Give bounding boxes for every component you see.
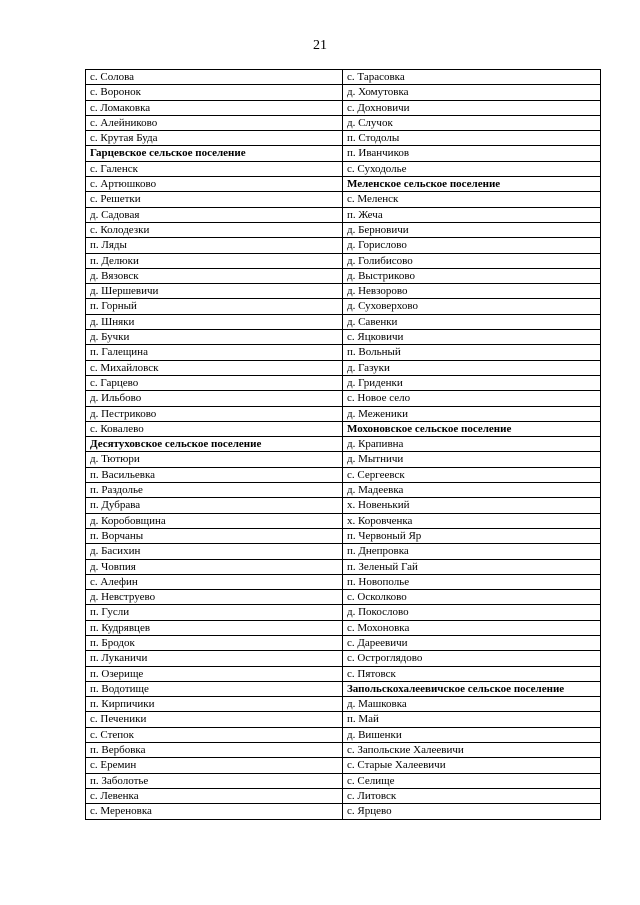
settlement-cell: х. Новенький	[343, 498, 601, 513]
settlement-cell: с. Алейниково	[86, 115, 343, 130]
settlement-cell: с. Литовск	[343, 788, 601, 803]
settlement-cell: с. Степок	[86, 727, 343, 742]
settlement-cell: с. Гарцево	[86, 375, 343, 390]
table-row	[86, 528, 601, 543]
settlement-cell: с. Остроглядово	[343, 651, 601, 666]
table-row	[86, 131, 601, 146]
settlement-cell: д. Басихин	[86, 544, 343, 559]
table-row	[86, 100, 601, 115]
table-row	[86, 758, 601, 773]
settlement-cell: с. Алефин	[86, 574, 343, 589]
settlement-cell: д. Меженики	[343, 406, 601, 421]
table-row	[86, 299, 601, 314]
settlement-cell: с. Тарасовка	[343, 70, 601, 85]
settlement-cell: д. Тютюри	[86, 452, 343, 467]
table-row	[86, 207, 601, 222]
settlement-cell: с. Старые Халеевичи	[343, 758, 601, 773]
settlement-cell: д. Садовая	[86, 207, 343, 222]
settlement-cell: п. Гусли	[86, 605, 343, 620]
settlement-cell: п. Делюки	[86, 253, 343, 268]
settlement-cell: д. Случок	[343, 115, 601, 130]
settlement-cell: д. Мытничи	[343, 452, 601, 467]
table-row	[86, 268, 601, 283]
table-row	[86, 161, 601, 176]
settlement-cell: д. Ильбово	[86, 391, 343, 406]
table-row	[86, 513, 601, 528]
settlement-cell: с. Селище	[343, 773, 601, 788]
settlements-table-body	[86, 70, 601, 820]
settlement-cell: п. Раздолье	[86, 483, 343, 498]
settlement-cell: п. Заболотье	[86, 773, 343, 788]
settlement-cell: д. Бучки	[86, 330, 343, 345]
table-row	[86, 681, 601, 696]
table-row	[86, 743, 601, 758]
settlement-cell: д. Шершевичи	[86, 284, 343, 299]
settlement-cell: д. Мадеевка	[343, 483, 601, 498]
settlement-cell: д. Невзорово	[343, 284, 601, 299]
settlement-cell: с. Ярцево	[343, 804, 601, 819]
settlement-cell: с. Дохновичи	[343, 100, 601, 115]
settlement-cell: д. Суховерхово	[343, 299, 601, 314]
settlement-cell: д. Берновичи	[343, 222, 601, 237]
settlement-cell: д. Покослово	[343, 605, 601, 620]
settlement-cell: п. Иванчиков	[343, 146, 601, 161]
table-row	[86, 773, 601, 788]
settlement-cell: п. Днепровка	[343, 544, 601, 559]
settlement-cell: д. Вязовск	[86, 268, 343, 283]
settlement-cell: п. Кирпичики	[86, 697, 343, 712]
settlement-cell: с. Яцковичи	[343, 330, 601, 345]
settlement-cell: п. Стодолы	[343, 131, 601, 146]
settlement-group-heading: Гарцевское сельское поселение	[86, 146, 343, 161]
settlement-group-heading: Меленское сельское поселение	[343, 177, 601, 192]
settlement-cell: д. Машковка	[343, 697, 601, 712]
settlement-cell: п. Червоный Яр	[343, 528, 601, 543]
settlement-cell: с. Суходолье	[343, 161, 601, 176]
page-number: 21	[313, 38, 327, 53]
table-row	[86, 697, 601, 712]
settlement-cell: д. Човпия	[86, 559, 343, 574]
settlement-cell: д. Хомутовка	[343, 85, 601, 100]
table-row	[86, 620, 601, 635]
settlement-cell: п. Май	[343, 712, 601, 727]
table-row	[86, 498, 601, 513]
settlement-cell: с. Михайловск	[86, 360, 343, 375]
table-row	[86, 253, 601, 268]
settlement-cell: п. Кудрявцев	[86, 620, 343, 635]
settlement-cell: с. Дареевичи	[343, 635, 601, 650]
table-row	[86, 590, 601, 605]
settlement-cell: с. Запольские Халеевичи	[343, 743, 601, 758]
table-row	[86, 483, 601, 498]
table-row	[86, 804, 601, 819]
settlement-cell: с. Ковалево	[86, 421, 343, 436]
settlement-cell: с. Колодезки	[86, 222, 343, 237]
settlement-cell: п. Ляды	[86, 238, 343, 253]
settlement-cell: п. Васильевка	[86, 467, 343, 482]
table-row	[86, 238, 601, 253]
settlement-cell: д. Савенки	[343, 314, 601, 329]
settlement-cell: с. Воронок	[86, 85, 343, 100]
table-row	[86, 452, 601, 467]
table-row	[86, 437, 601, 452]
settlement-cell: с. Решетки	[86, 192, 343, 207]
settlement-cell: п. Зеленый Гай	[343, 559, 601, 574]
settlement-cell: с. Левенка	[86, 788, 343, 803]
table-row	[86, 712, 601, 727]
table-row	[86, 314, 601, 329]
settlement-cell: с. Ломаковка	[86, 100, 343, 115]
settlement-cell: с. Сергеевск	[343, 467, 601, 482]
table-row	[86, 146, 601, 161]
settlement-cell: п. Горный	[86, 299, 343, 314]
settlement-cell: д. Гриденки	[343, 375, 601, 390]
table-row	[86, 574, 601, 589]
table-row	[86, 391, 601, 406]
settlement-cell: д. Пестриково	[86, 406, 343, 421]
settlement-group-heading: Запольскохалеевичское сельское поселение	[343, 681, 601, 696]
settlement-cell: п. Новополье	[343, 574, 601, 589]
settlement-cell: п. Вольный	[343, 345, 601, 360]
settlement-cell: д. Невструево	[86, 590, 343, 605]
settlement-cell: п. Бродок	[86, 635, 343, 650]
settlement-cell: д. Горислово	[343, 238, 601, 253]
table-row	[86, 375, 601, 390]
table-row	[86, 115, 601, 130]
settlement-cell: с. Еремин	[86, 758, 343, 773]
settlement-cell: с. Солова	[86, 70, 343, 85]
table-row	[86, 559, 601, 574]
settlement-cell: с. Крутая Буда	[86, 131, 343, 146]
settlement-cell: с. Артюшково	[86, 177, 343, 192]
settlement-group-heading: Мохоновское сельское поселение	[343, 421, 601, 436]
settlement-cell: п. Ворчаны	[86, 528, 343, 543]
table-row	[86, 727, 601, 742]
settlement-cell: д. Голибисово	[343, 253, 601, 268]
settlement-cell: п. Вербовка	[86, 743, 343, 758]
settlement-cell: с. Мохоновка	[343, 620, 601, 635]
table-row	[86, 651, 601, 666]
settlement-cell: с. Мереновка	[86, 804, 343, 819]
table-row	[86, 788, 601, 803]
table-row	[86, 330, 601, 345]
settlement-cell: д. Шняки	[86, 314, 343, 329]
table-row	[86, 406, 601, 421]
table-row	[86, 544, 601, 559]
settlement-cell: п. Жеча	[343, 207, 601, 222]
table-row	[86, 635, 601, 650]
settlement-group-heading: Десятуховское сельское поселение	[86, 437, 343, 452]
table-row	[86, 222, 601, 237]
settlement-cell: с. Пятовск	[343, 666, 601, 681]
settlement-cell: с. Печеники	[86, 712, 343, 727]
settlement-cell: д. Вишенки	[343, 727, 601, 742]
settlement-cell: п. Озерище	[86, 666, 343, 681]
settlement-cell: х. Коровченка	[343, 513, 601, 528]
table-row	[86, 666, 601, 681]
table-row	[86, 421, 601, 436]
table-row	[86, 70, 601, 85]
settlement-cell: д. Выстриково	[343, 268, 601, 283]
table-row	[86, 192, 601, 207]
settlement-cell: д. Коробовщина	[86, 513, 343, 528]
table-row	[86, 605, 601, 620]
settlement-cell: с. Меленск	[343, 192, 601, 207]
table-row	[86, 85, 601, 100]
settlement-cell: с. Новое село	[343, 391, 601, 406]
table-row	[86, 345, 601, 360]
settlement-cell: п. Водотище	[86, 681, 343, 696]
settlement-cell: п. Дубрава	[86, 498, 343, 513]
settlement-cell: п. Луканичи	[86, 651, 343, 666]
table-row	[86, 467, 601, 482]
settlement-cell: п. Галещина	[86, 345, 343, 360]
settlement-cell: с. Галенск	[86, 161, 343, 176]
table-row	[86, 177, 601, 192]
settlement-cell: с. Осколково	[343, 590, 601, 605]
settlements-table	[85, 69, 601, 820]
table-row	[86, 284, 601, 299]
table-row	[86, 360, 601, 375]
settlement-cell: д. Крапивна	[343, 437, 601, 452]
settlement-cell: д. Газуки	[343, 360, 601, 375]
